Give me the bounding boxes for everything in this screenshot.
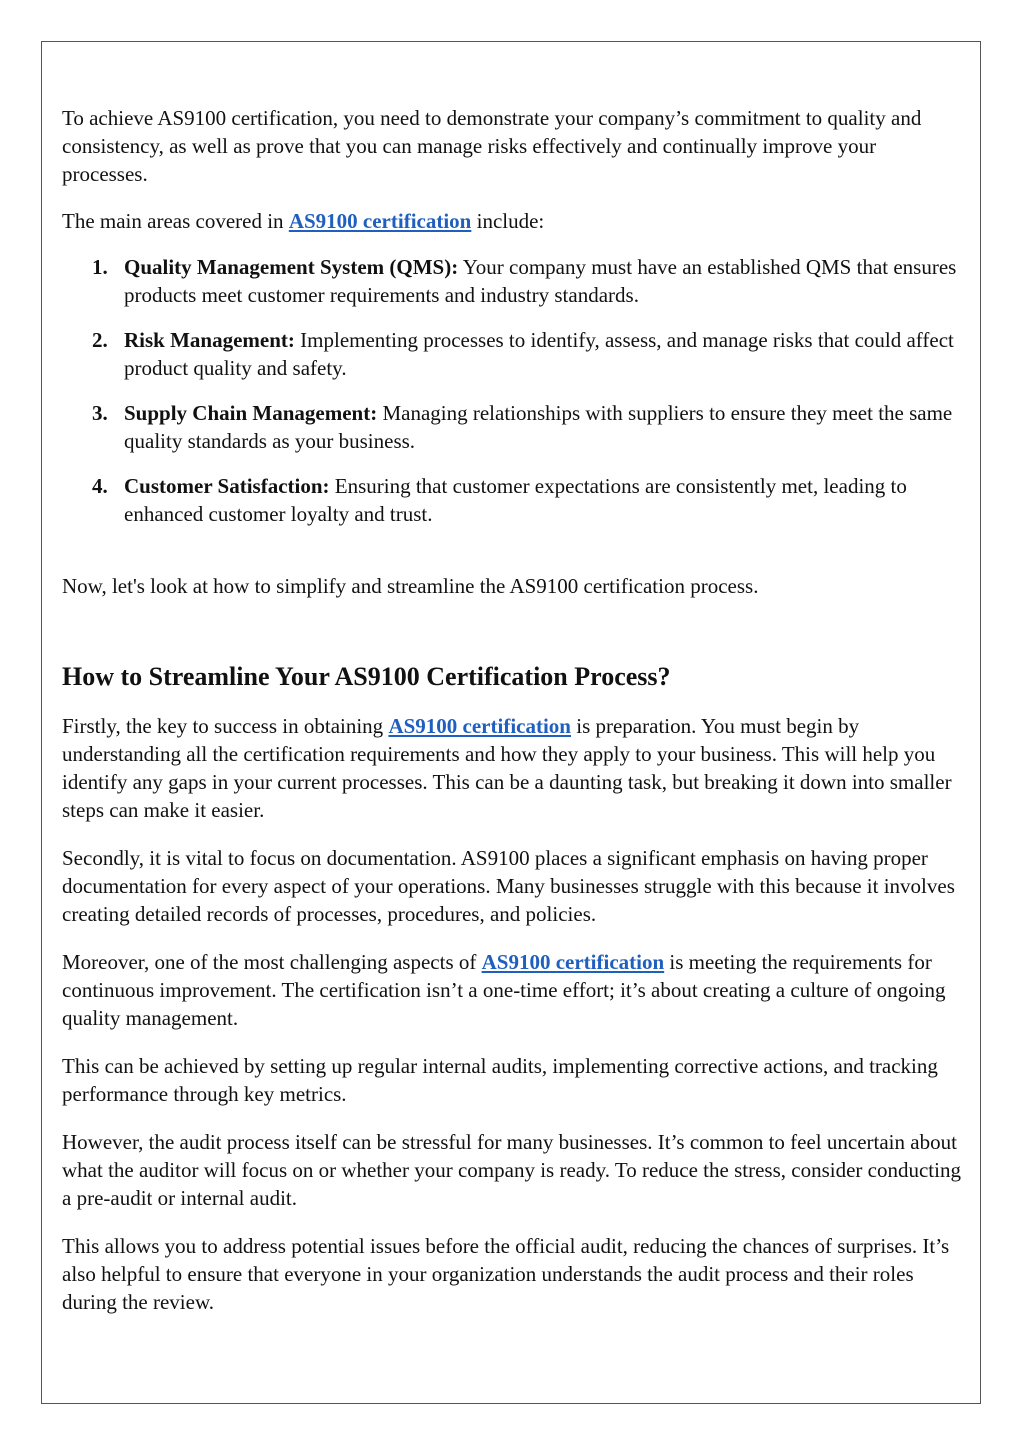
paragraph-text: is meeting the requirements for continuous improvement. The certification isn’t a one-time effort; it’s about creating a culture of ongoing quality management. [62, 950, 946, 1030]
list-item-text: Your company must have an established QMS that ensures products meet customer requirements and industry standards. [124, 255, 957, 307]
list-item-text: Managing relationships with suppliers to ensure they meet the same quality standards as your business. [124, 401, 953, 453]
list-item-number: 3. [92, 401, 108, 425]
list-item [62, 399, 967, 455]
paragraph-text: Firstly, the key to success in obtaining [62, 714, 389, 738]
list-item-title: Risk Management: [124, 328, 295, 352]
list-item-text: Ensuring that customer expectations are consistently met, leading to enhanced customer loyalty and trust. [124, 474, 907, 526]
as9100-certification-link[interactable]: AS9100 certification [288, 209, 472, 233]
audit-stress-paragraph: However, the audit process itself can be stressful for many businesses. It’s common to feel uncertain about what the auditor will focus on or whether your company is ready. To reduce the stress, consider conducting a pre-audit or internal audit. [62, 1130, 961, 1210]
list-item-text: Implementing processes to identify, assess, and manage risks that could affect product quality and safety. [124, 328, 954, 380]
as9100-certification-link[interactable]: AS9100 certification [481, 950, 665, 974]
list-item-number: 2. [92, 328, 108, 352]
audits-paragraph: This can be achieved by setting up regular internal audits, implementing corrective actions, and tracking performance through key metrics. [62, 1054, 938, 1106]
list-item-title: Supply Chain Management: [124, 401, 378, 425]
as9100-certification-link[interactable]: AS9100 certification [388, 714, 571, 738]
areas-intro-paragraph [62, 207, 967, 235]
list-item [62, 326, 967, 382]
pre-audit-paragraph: This allows you to address potential issues before the official audit, reducing the chances of surprises. It’s also helpful to ensure that everyone in your organization understands the audit process and their roles during the review. [62, 1234, 950, 1314]
paragraph-text: Moreover, one of the most challenging aspects of [62, 950, 482, 974]
list-item [62, 253, 967, 309]
areas-intro-suffix: include: [471, 209, 545, 233]
list-item-title: Customer Satisfaction: [124, 474, 330, 498]
intro-paragraph: To achieve AS9100 certification, you need to demonstrate your company’s commitment to quality and consistency, as well as prove that you can manage risks effectively and continually improve your processes. [62, 106, 922, 186]
document-content [62, 104, 967, 1336]
areas-intro-text: The main areas covered in [62, 209, 289, 233]
transition-paragraph: Now, let's look at how to simplify and streamline the AS9100 certification process. [62, 574, 759, 598]
improvement-paragraph [62, 948, 967, 1032]
list-item-title: Quality Management System (QMS): [124, 255, 459, 279]
list-item-number: 4. [92, 474, 108, 498]
preparation-paragraph [62, 712, 967, 824]
list-item [62, 472, 967, 528]
areas-list [62, 253, 967, 528]
paragraph-text: is preparation. You must begin by understanding all the certification requirements and how they apply to your business. This will help you identify any gaps in your current processes. This can be a daunting task, but breaking it down into smaller steps can make it easier. [62, 714, 952, 822]
list-item-number: 1. [92, 255, 108, 279]
section-heading: How to Streamline Your AS9100 Certification Process? [62, 662, 671, 691]
documentation-paragraph: Secondly, it is vital to focus on documentation. AS9100 places a significant emphasis on having proper documentation for every aspect of your operations. Many businesses struggle with this because it involves creating detailed records of processes, procedures, and policies. [62, 846, 955, 926]
